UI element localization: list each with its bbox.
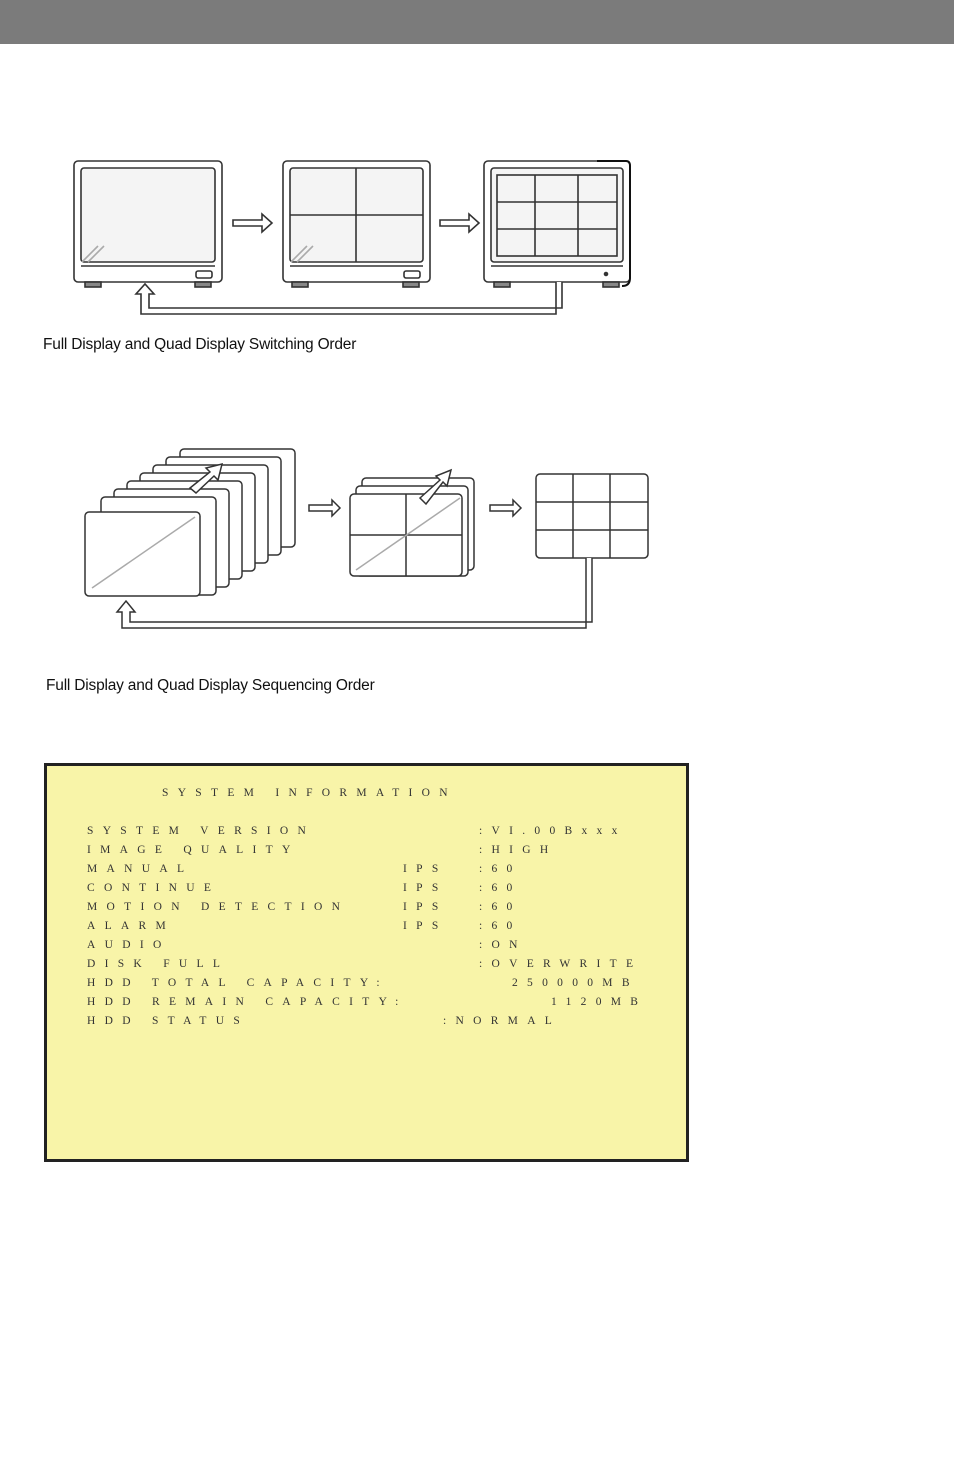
sequencing-order-caption: Full Display and Quad Display Sequencing Order bbox=[46, 677, 375, 694]
row-value: :60 bbox=[479, 901, 522, 913]
switching-order-caption: Full Display and Quad Display Switching Order bbox=[43, 336, 357, 353]
row-label: MANUAL bbox=[87, 863, 194, 875]
row-value: :60 bbox=[479, 882, 522, 894]
row-unit: IPS bbox=[403, 863, 448, 875]
sequencing-order-diagram bbox=[0, 0, 954, 660]
full-frame-icon bbox=[85, 512, 200, 596]
row-value: :NORMAL bbox=[443, 1015, 562, 1027]
row-label: IMAGE QUALITY bbox=[87, 844, 300, 856]
row-label: AUDIO bbox=[87, 939, 171, 951]
nine-split-icon bbox=[536, 474, 648, 558]
row-value: :60 bbox=[479, 863, 522, 875]
system-info-title: SYSTEM INFORMATION bbox=[162, 787, 457, 799]
row-label: ALARM bbox=[87, 920, 176, 932]
row-label: CONTINUE bbox=[87, 882, 221, 894]
row-label: HDD REMAIN CAPACITY: bbox=[87, 996, 408, 1008]
row-label: HDD STATUS bbox=[87, 1015, 250, 1027]
system-information-screen bbox=[44, 763, 689, 1162]
row-unit: IPS bbox=[403, 920, 448, 932]
row-value: :VI.00Bxxx bbox=[479, 825, 627, 837]
row-unit: IPS bbox=[403, 882, 448, 894]
row-value: :OVERWRITE bbox=[479, 958, 643, 970]
row-value: :ON bbox=[479, 939, 527, 951]
row-value: :HIGH bbox=[479, 844, 558, 856]
row-value: :60 bbox=[479, 920, 522, 932]
row-value: 1120MB bbox=[551, 996, 648, 1008]
row-label: DISK FULL bbox=[87, 958, 230, 970]
row-value: 250000MB bbox=[512, 977, 639, 989]
row-label: MOTION DETECTION bbox=[87, 901, 350, 913]
row-unit: IPS bbox=[403, 901, 448, 913]
quad-frame-icon bbox=[350, 494, 462, 576]
row-label: SYSTEM VERSION bbox=[87, 825, 316, 837]
row-label: HDD TOTAL CAPACITY: bbox=[87, 977, 389, 989]
